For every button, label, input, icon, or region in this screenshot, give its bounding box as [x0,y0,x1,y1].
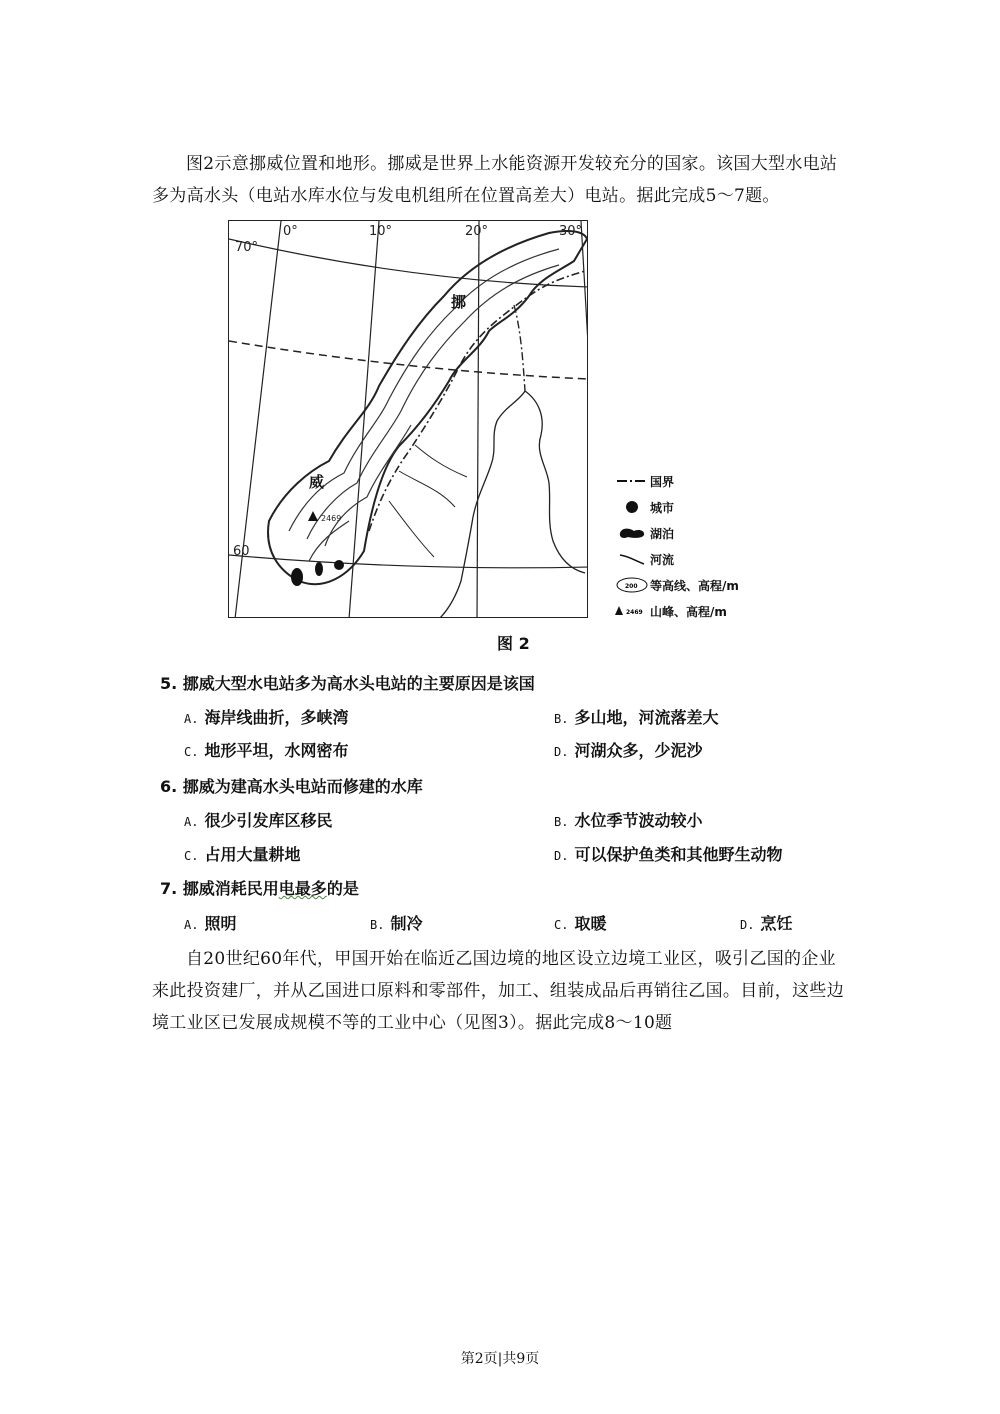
map-legend [614,468,794,624]
option-label: B. [370,918,385,932]
legend-item-border [614,468,794,494]
option-text: 河湖众多，少泥沙 [574,741,703,760]
sweden-east-coast [439,391,525,618]
q5-option-c[interactable] [184,738,348,761]
city-oslo [334,560,344,570]
option-text: 取暖 [574,914,607,933]
peak-value-label: 2469 [321,514,342,523]
parallel-70-line [229,239,588,287]
q7-option-c[interactable] [554,911,606,934]
lon-label-0: 0° [283,224,298,239]
option-text: 烹饪 [760,914,793,933]
legend-label-city: 城市 [650,500,675,515]
option-text: 海岸线曲折，多峡湾 [204,708,349,727]
lake-icon [614,523,650,543]
option-label: A. [184,712,199,726]
lake-1 [291,568,303,586]
river-3 [389,501,434,557]
q5-option-d[interactable] [554,738,702,761]
option-label: A. [184,918,199,932]
q7-stem-marked: 电最多 [278,879,327,898]
q7-option-d[interactable] [740,911,792,934]
lat-label-70: 70° [235,240,259,255]
q7-stem-pre: 7. 挪威消耗民用 [160,879,279,898]
q7-stem-post: 的是 [326,879,359,898]
legend-item-city [614,494,794,520]
contour-icon [614,575,650,595]
legend-label-border: 国界 [650,474,675,489]
option-text: 占用大量耕地 [204,845,301,864]
peak-legend-value: 2469 [626,609,643,616]
option-text: 可以保护鱼类和其他野生动物 [574,845,783,864]
lake-2 [315,562,323,576]
option-label: D. [554,849,569,863]
figure-caption: 图 2 [497,634,530,653]
option-label: B. [554,712,569,726]
border-line-icon [614,471,650,491]
page-footer: 第2页|共9页 [460,1351,540,1367]
city-dot-icon [614,497,650,517]
lon-label-20: 20° [465,224,489,239]
q6-option-c[interactable] [184,842,300,865]
option-text: 制冷 [390,914,423,933]
river-2 [415,445,467,477]
legend-item-peak [614,598,794,624]
legend-label-lake: 湖泊 [650,526,675,541]
peak-icon [308,511,318,521]
contour-line-1 [289,249,559,531]
question-5-stem: 5. 挪威大型水电站多为高水头电站的主要原因是该国 [160,674,535,693]
q5-option-b[interactable] [554,705,718,728]
option-text: 照明 [204,914,237,933]
contour-value-label: 200 [625,583,638,590]
q6-option-a[interactable] [184,808,332,831]
option-label: C. [184,745,199,759]
q6-option-b[interactable] [554,808,702,831]
finland-west-coast [525,391,585,573]
country-char-wei: 威 [309,473,325,491]
country-char-nuo: 挪 [451,293,467,311]
parallel-60-line [229,555,588,568]
intro-paragraph-2: 自20世纪60年代，甲国开始在临近乙国边境的地区设立边境工业区，吸引乙国的企业来此投资建厂，并从乙国进口原料和零部件，加工、组装成品后再销往乙国。目前，这些边境工业区已发展成规模不等的工业中心（见图3）。据此完成8～10题 [152,949,844,1033]
lon-label-10: 10° [369,224,393,239]
option-text: 水位季节波动较小 [574,811,703,830]
arctic-circle-line [229,341,588,379]
river-1 [399,471,455,507]
contour-line-4 [309,521,349,561]
legend-label-peak: 山峰、高程/m [650,604,727,619]
legend-label-contour: 等高线、高程/m [650,578,739,593]
option-label: C. [554,918,569,932]
question-7-stem [160,876,359,899]
border-sweden-finland [514,305,525,391]
option-text: 很少引发库区移民 [204,811,333,830]
legend-item-contour [614,572,794,598]
question-6-stem: 6. 挪威为建高水头电站而修建的水库 [160,777,423,796]
meridian-20-line [477,221,479,618]
option-label: B. [554,815,569,829]
peak-legend-icon [614,601,650,621]
meridian-10-line [349,221,379,618]
option-text: 多山地，河流落差大 [574,708,719,727]
option-text: 地形平坦，水网密布 [204,741,349,760]
option-label: A. [184,815,199,829]
lat-label-60: 60 [233,544,250,559]
option-label: C. [184,849,199,863]
q6-option-d[interactable] [554,842,782,865]
figure-2 [228,220,790,620]
q7-option-b[interactable] [370,911,422,934]
lon-label-30: 30° [559,224,583,239]
q7-option-a[interactable] [184,911,236,934]
map-drawing [229,221,588,618]
legend-item-river [614,546,794,572]
intro-paragraph-1: 图2示意挪威位置和地形。挪威是世界上水能资源开发较充分的国家。该国大型水电站多为高水头（电站水库水位与发电机组所在位置高差大）电站。据此完成5～7题。 [152,154,838,206]
q5-option-a[interactable] [184,705,348,728]
river-icon [614,549,650,569]
option-label: D. [554,745,569,759]
legend-label-river: 河流 [650,552,675,567]
norway-map [228,220,588,618]
option-label: D. [740,918,755,932]
legend-item-lake [614,520,794,546]
